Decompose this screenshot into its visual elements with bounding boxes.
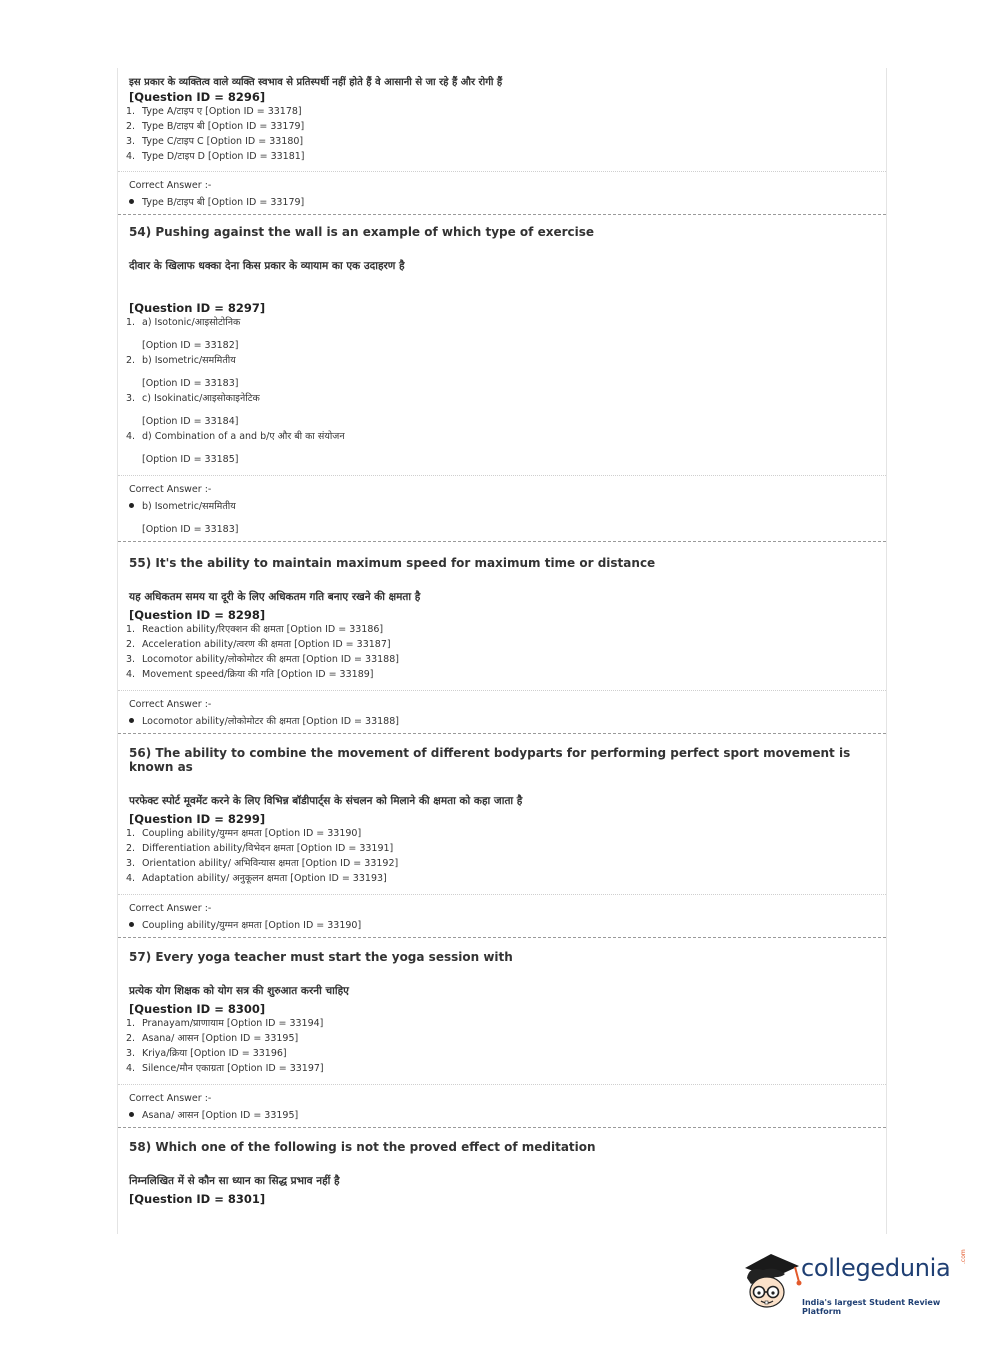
option-item: 2. Differentiation ability/विभेदन क्षमता [Option ID = 33191] (126, 843, 394, 854)
question-57 (118, 938, 886, 1128)
option-item: 4. Adaptation ability/ अनुकूलन क्षमता [Option ID = 33193] (126, 873, 387, 884)
options-list (118, 315, 886, 467)
question-58 (118, 1128, 886, 1206)
logo-com: .com (960, 1249, 967, 1264)
bullet-icon (129, 199, 134, 204)
question-id: [Question ID = 8299] (129, 812, 266, 826)
correct-answer: b) Isometric/सममितीय (118, 499, 886, 514)
correct-answer-label: Correct Answer :- (129, 903, 212, 914)
option-id: [Option ID = 33184] (142, 416, 239, 427)
option-id: [Option ID = 33185] (142, 454, 239, 465)
option-item: 4. Type D/टाइप D [Option ID = 33181] (126, 151, 305, 162)
question-text: 54) Pushing against the wall is an example of which type of exercise (129, 225, 595, 239)
question-hindi: इस प्रकार के व्यक्तित्व वाले व्यक्ति स्वभाव से प्रतिस्पर्धी नहीं होते हैं वे आसानी से जा रहे हैं और रोगी हैं (129, 77, 503, 88)
correct-answer-section (118, 894, 886, 933)
option-item: 3. Locomotor ability/लोकोमोटर की क्षमता [Option ID = 33188] (126, 654, 399, 665)
collegedunia-logo (741, 1248, 969, 1318)
option-item: 2. Acceleration ability/त्वरण की क्षमता [Option ID = 33187] (126, 639, 391, 650)
option-item: 1. Type A/टाइप ए [Option ID = 33178] (126, 106, 302, 117)
question-text: 57) Every yoga teacher must start the yoga session with (129, 950, 513, 964)
options-list (118, 104, 886, 164)
option-item: 1. Pranayam/प्राणायाम [Option ID = 33194] (126, 1018, 324, 1029)
question-hindi: दीवार के खिलाफ धक्का देना किस प्रकार के व्यायाम का एक उदाहरण है (129, 260, 405, 272)
correct-answer-section (118, 171, 886, 210)
option-item: 3. Type C/टाइप C [Option ID = 33180] (126, 136, 304, 147)
correct-answer: Locomotor ability/लोकोमोटर की क्षमता [Option ID = 33188] (118, 714, 886, 729)
option-item: 2. b) Isometric/सममितीय (126, 355, 236, 366)
correct-answer-section (118, 1084, 886, 1123)
options-list (118, 622, 886, 682)
question-54 (118, 215, 886, 542)
bullet-icon (129, 922, 134, 927)
options-list (118, 826, 886, 886)
option-item: 4. d) Combination of a and b/ए और बी का संयोजन (126, 431, 345, 442)
question-id: [Question ID = 8297] (129, 301, 266, 315)
option-item: 1. a) Isotonic/आइसोटोनिक (126, 317, 241, 328)
mascot-icon (741, 1248, 803, 1314)
question-hindi: प्रत्येक योग शिक्षक को योग सत्र की शुरुआत करनी चाहिए (129, 985, 349, 997)
question-text: 58) Which one of the following is not the proved effect of meditation (129, 1140, 596, 1154)
correct-answer-label: Correct Answer :- (129, 484, 212, 495)
question-text: 56) The ability to combine the movement of different bodyparts for performing perfect sport movement is known as (129, 746, 851, 774)
option-item: 2. Asana/ आसन [Option ID = 33195] (126, 1033, 299, 1044)
option-item: 4. Silence/मौन एकाग्रता [Option ID = 33197] (126, 1063, 324, 1074)
correct-answer: Type B/टाइप बी [Option ID = 33179] (118, 195, 886, 210)
bullet-icon (129, 503, 134, 508)
option-item: 1. Coupling ability/युग्मन क्षमता [Option ID = 33190] (126, 828, 362, 839)
question-53-tail (118, 68, 886, 215)
question-hindi: निम्नलिखित में से कौन सा ध्यान का सिद्ध प्रभाव नहीं है (129, 1175, 340, 1187)
correct-answer: Asana/ आसन [Option ID = 33195] (118, 1108, 886, 1123)
correct-answer: Coupling ability/युग्मन क्षमता [Option ID = 33190] (118, 918, 886, 933)
bullet-icon (129, 718, 134, 723)
options-list (118, 1016, 886, 1076)
option-item: 3. Kriya/क्रिया [Option ID = 33196] (126, 1048, 287, 1059)
correct-answer-option-id: [Option ID = 33183] (142, 524, 239, 535)
question-id: [Question ID = 8301] (129, 1192, 266, 1206)
option-item: 3. Orientation ability/ अभिविन्यास क्षमता [Option ID = 33192] (126, 858, 399, 869)
option-item: 2. Type B/टाइप बी [Option ID = 33179] (126, 121, 305, 132)
question-56 (118, 734, 886, 938)
bullet-icon (129, 1112, 134, 1117)
option-id: [Option ID = 33182] (142, 340, 239, 351)
correct-answer-label: Correct Answer :- (129, 180, 212, 191)
option-item: 4. Movement speed/क्रिया की गति [Option ID = 33189] (126, 669, 374, 680)
logo-wordmark: collegedunia (801, 1254, 951, 1282)
question-55 (118, 542, 886, 734)
question-text: 55) It's the ability to maintain maximum speed for maximum time or distance (129, 556, 656, 570)
question-id: [Question ID = 8296] (129, 90, 266, 104)
question-hindi: यह अधिकतम समय या दूरी के लिए अधिकतम गति बनाए रखने की क्षमता है (129, 591, 421, 603)
question-hindi: परफेक्ट स्पोर्ट मूवमेंट करने के लिए विभिन्न बॉडीपार्ट्स के संचलन को मिलाने की क्षमता को कहा जाता है (129, 795, 523, 807)
option-item: 1. Reaction ability/रिएक्शन की क्षमता [Option ID = 33186] (126, 624, 384, 635)
question-id: [Question ID = 8298] (129, 608, 266, 622)
option-id: [Option ID = 33183] (142, 378, 239, 389)
correct-answer-section (118, 475, 886, 537)
question-paper-page (117, 68, 887, 1234)
correct-answer-section (118, 690, 886, 729)
question-id: [Question ID = 8300] (129, 1002, 266, 1016)
option-item: 3. c) Isokinatic/आइसोकाइनेटिक (126, 393, 260, 404)
correct-answer-label: Correct Answer :- (129, 699, 212, 710)
correct-answer-label: Correct Answer :- (129, 1093, 212, 1104)
logo-tagline: India's largest Student Review Platform (802, 1298, 941, 1316)
